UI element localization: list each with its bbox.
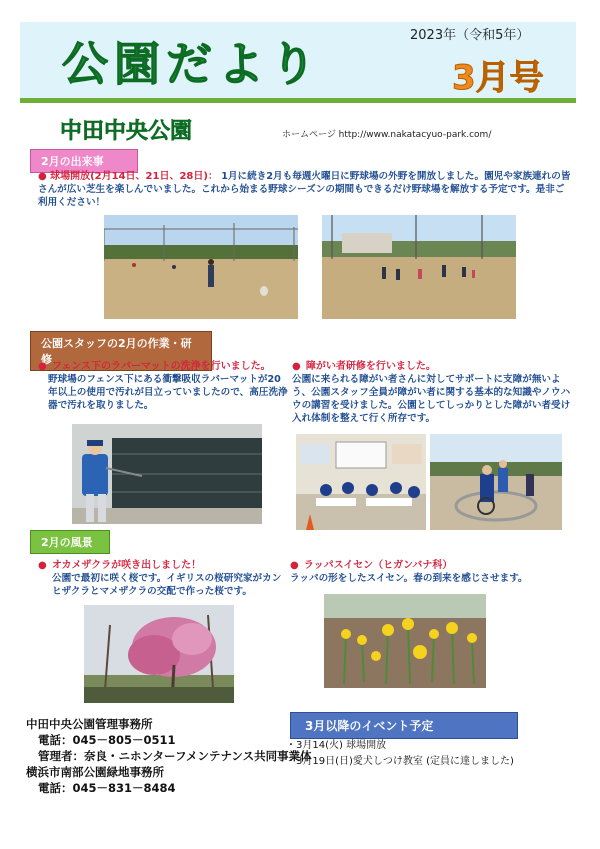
- office-phone: 電話：045－805－0511: [38, 733, 176, 747]
- city-office-name: 横浜市南部公園緑地事務所: [26, 765, 164, 779]
- rubber-mat-body: 野球場のフェンス下にある衝撃吸収ラバーマットが20年以上の使用で汚れが目立っていましたので、高圧洗浄器で汚れを取りました。: [48, 374, 288, 411]
- section-label-upcoming: 3月以降のイベント予定: [290, 712, 518, 739]
- photo-pressure-washing: [72, 424, 262, 524]
- bullet-icon: ●: [292, 361, 301, 372]
- office-name: 中田中央公園管理事務所: [26, 717, 153, 731]
- disability-training-body: 公園に来られる障がい者さんに対してサポートに支障が無いよう、公園スタッフ全員が障がい者に関する基本的な知識やノウハウの講習を受けました。公園としてしっかりとした障がい者受け入れ体制を整えて行く所存です。: [292, 374, 571, 424]
- bullet-icon: ●: [38, 560, 47, 571]
- section-label-events: 2月の出来事: [30, 149, 138, 173]
- bullet-icon: ●: [38, 361, 47, 372]
- photo-wheelchair-training: [430, 434, 562, 530]
- homepage-link[interactable]: ホームページ http://www.nakatacyuo-park.com/: [282, 130, 492, 140]
- photo-baseball-field-families: [322, 215, 516, 319]
- section-label-scenery: 2月の風景: [30, 530, 110, 554]
- list-item: ・3月19日(日)愛犬しつけ教室 (定員に達しました): [286, 756, 514, 767]
- issue-month: 3月号: [452, 58, 544, 98]
- upcoming-events-list: [286, 738, 514, 770]
- masthead-title: 公園だより: [62, 37, 322, 91]
- list-item: ・3月14(火) 球場開放: [286, 740, 387, 751]
- cherry-heading: ● オカメザクラが咲き出しました！: [38, 560, 202, 571]
- city-office-phone: 電話：045－831－8484: [38, 781, 176, 795]
- bullet-icon: ●: [290, 560, 299, 571]
- park-name: 中田中央公園: [60, 119, 193, 144]
- daffodil-body: ラッパの形をしたスイセン。春の到来を感じさせます。: [290, 573, 528, 584]
- disability-training-heading: ● 障がい者研修を行いました。: [292, 361, 436, 372]
- daffodil-heading: ● ラッパスイセン（ヒガンバナ科）: [290, 560, 453, 571]
- events-heading: 球場開放(2月14日、21日、28日)：: [50, 171, 218, 182]
- office-contact: [26, 716, 312, 796]
- cherry-body: 公園で最初に咲く桜です。イギリスの桜研究家がカンヒザクラとマメザクラの交配で作った桜です。: [52, 573, 282, 597]
- photo-okame-cherry: [84, 605, 234, 703]
- photo-baseball-field-kids: [104, 215, 298, 319]
- issue-year: 2023年（令和5年）: [410, 28, 530, 43]
- rubber-mat-heading: ● フェンス下のラバーマットの洗浄を行いました。: [38, 361, 271, 372]
- office-manager: 管理者：奈良・ニホンターフメンテナンス共同事業体: [38, 749, 312, 763]
- events-paragraph: [38, 170, 572, 209]
- section-label-staff-work: 公園スタッフの2月の作業・研修: [30, 331, 212, 371]
- events-body: 1月に続き2月も毎週火曜日に野球場の外野を開放しました。園児や家族連れの皆さんが広い芝生を楽しんでいました。これから始まる野球シーズンの期間もできるだけ野球場を解放する予定です。是非ご利用ください！: [38, 171, 571, 208]
- photo-daffodils: [324, 594, 486, 688]
- photo-training-classroom: [296, 434, 426, 530]
- bullet-icon: ●: [38, 171, 47, 182]
